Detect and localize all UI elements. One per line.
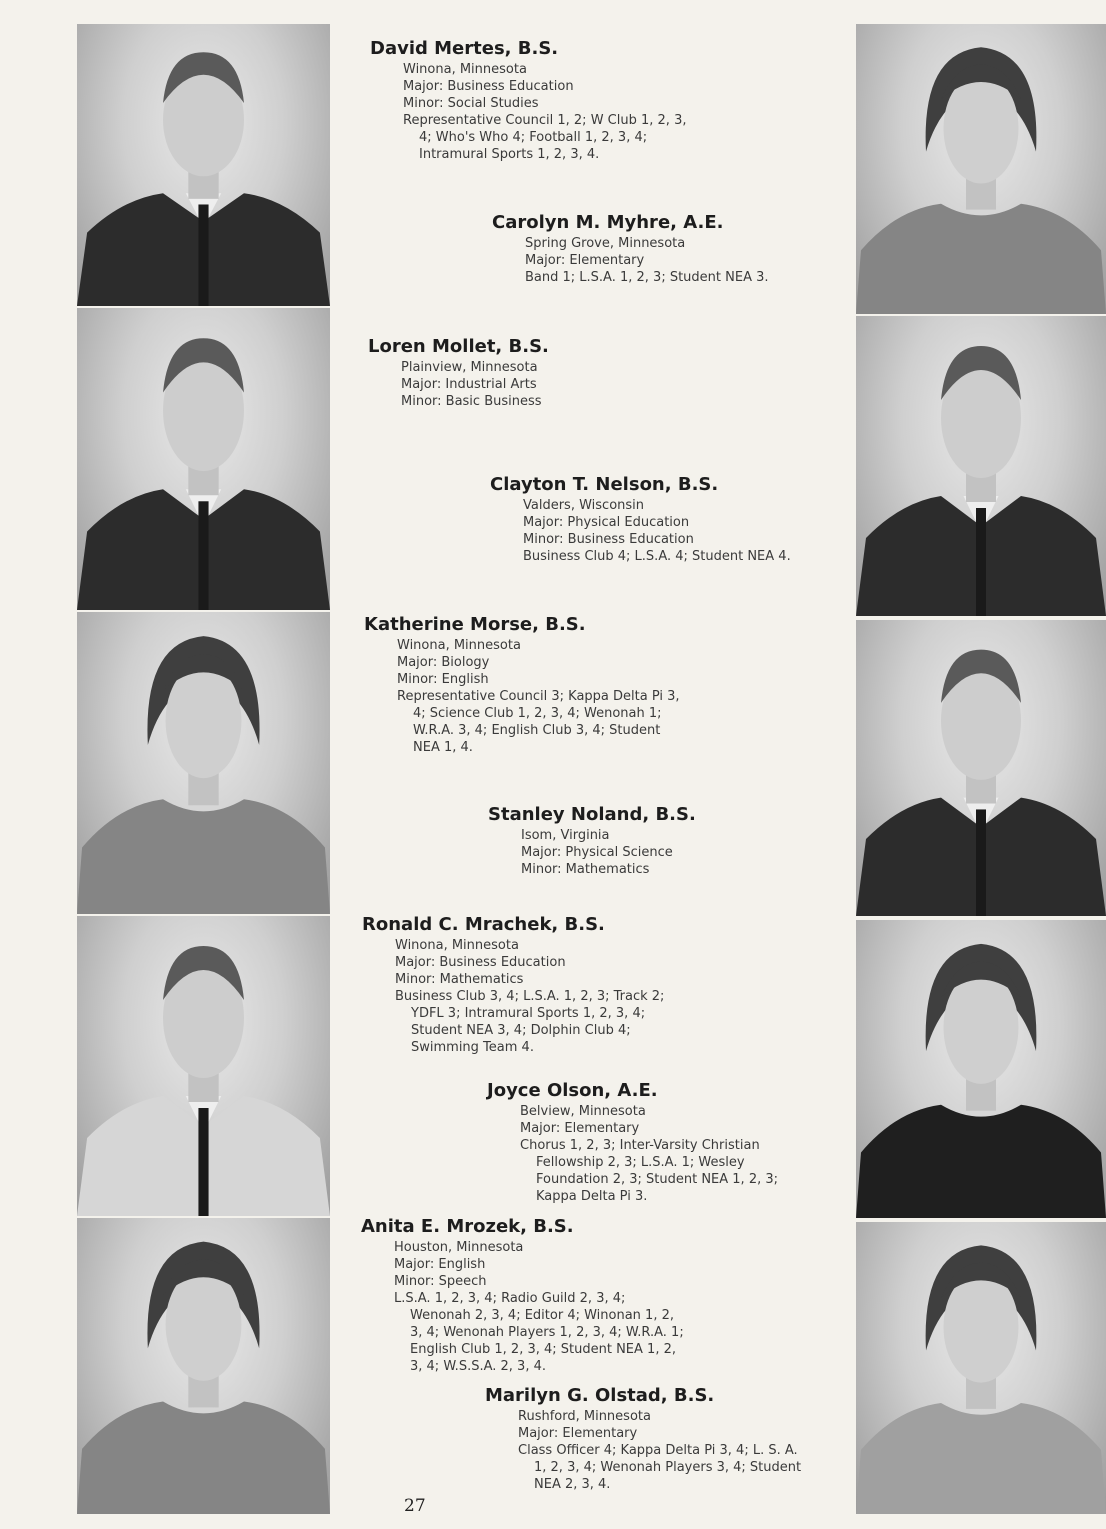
- minor: Minor: Business Education: [523, 532, 694, 547]
- student-entry: [361, 1216, 761, 1375]
- hometown: Spring Grove, Minnesota: [525, 236, 686, 251]
- major: Major: Biology: [397, 655, 490, 670]
- hometown: Valders, Wisconsin: [523, 498, 645, 513]
- portrait-photo: [77, 308, 330, 610]
- major: Major: English: [394, 1257, 486, 1272]
- student-entry: [364, 614, 764, 756]
- page-number: 27: [404, 1496, 426, 1516]
- major: Major: Physical Education: [523, 515, 690, 530]
- portrait-photo: [856, 920, 1106, 1218]
- hometown: Winona, Minnesota: [397, 638, 521, 653]
- hometown: Belview, Minnesota: [520, 1104, 646, 1119]
- minor: Minor: English: [397, 672, 489, 687]
- student-name: David Mertes, B.S.: [370, 38, 559, 59]
- activities: Representative Council 3; Kappa Delta Pi 3, 4; Science Club 1, 2, 3, 4; Wenonah 1; W.R.A. 3, 4; English Club 3, 4; Student NEA 1, 4.: [397, 689, 680, 755]
- minor: Minor: Mathematics: [395, 972, 524, 987]
- hometown: Rushford, Minnesota: [518, 1409, 651, 1424]
- portrait-photo: [77, 1218, 330, 1514]
- major: Major: Elementary: [520, 1121, 640, 1136]
- student-entry: [492, 212, 832, 286]
- hometown: Isom, Virginia: [521, 828, 610, 843]
- student-name: Loren Mollet, B.S.: [368, 336, 549, 357]
- student-name: Joyce Olson, A.E.: [487, 1080, 658, 1101]
- portrait-photo: [856, 620, 1106, 916]
- student-name: Stanley Noland, B.S.: [488, 804, 696, 825]
- activities: L.S.A. 1, 2, 3, 4; Radio Guild 2, 3, 4; Wenonah 2, 3, 4; Editor 4; Winonan 1, 2, 3, 4; Wenonah Players 1, 2, 3, 4; W.R.A. 1; English Club 1, 2, 3, 4; Student NEA 1, 2, 3, 4; W.S.S.A. 2, 3, 4.: [394, 1291, 684, 1374]
- activities: Business Club 3, 4; L.S.A. 1, 2, 3; Track 2; YDFL 3; Intramural Sports 1, 2, 3, 4; Student NEA 3, 4; Dolphin Club 4; Swimming Team 4.: [395, 989, 665, 1055]
- student-entry: [362, 914, 762, 1056]
- student-entry: [488, 804, 828, 878]
- major: Major: Industrial Arts: [401, 377, 537, 392]
- student-entry: [368, 336, 768, 410]
- student-name: Anita E. Mrozek, B.S.: [361, 1216, 574, 1237]
- portrait-photo: [77, 916, 330, 1216]
- student-entry: [490, 474, 840, 565]
- major: Major: Business Education: [395, 955, 566, 970]
- student-name: Marilyn G. Olstad, B.S.: [485, 1385, 715, 1406]
- major: Major: Elementary: [518, 1426, 638, 1441]
- minor: Minor: Mathematics: [521, 862, 650, 877]
- major: Major: Elementary: [525, 253, 645, 268]
- hometown: Winona, Minnesota: [395, 938, 519, 953]
- minor: Minor: Basic Business: [401, 394, 542, 409]
- student-entry: [487, 1080, 847, 1205]
- hometown: Plainview, Minnesota: [401, 360, 538, 375]
- portrait-photo: [77, 612, 330, 914]
- student-name: Clayton T. Nelson, B.S.: [490, 474, 719, 495]
- portrait-photo: [856, 1222, 1106, 1514]
- minor: Minor: Social Studies: [403, 96, 539, 111]
- activities: Chorus 1, 2, 3; Inter-Varsity Christian Fellowship 2, 3; L.S.A. 1; Wesley Foundation 2, 3; Student NEA 1, 2, 3; Kappa Delta Pi 3.: [520, 1138, 779, 1204]
- portrait-photo: [856, 24, 1106, 314]
- portrait-photo: [77, 24, 330, 306]
- student-name: Carolyn M. Myhre, A.E.: [492, 212, 724, 233]
- major: Major: Physical Science: [521, 845, 673, 860]
- hometown: Houston, Minnesota: [394, 1240, 524, 1255]
- student-name: Katherine Morse, B.S.: [364, 614, 586, 635]
- student-name: Ronald C. Mrachek, B.S.: [362, 914, 605, 935]
- student-entry: [485, 1385, 845, 1493]
- hometown: Winona, Minnesota: [403, 62, 527, 77]
- minor: Minor: Speech: [394, 1274, 487, 1289]
- student-entry: [370, 38, 770, 163]
- activities: Class Officer 4; Kappa Delta Pi 3, 4; L. S. A. 1, 2, 3, 4; Wenonah Players 3, 4; Student NEA 2, 3, 4.: [518, 1443, 802, 1492]
- activities: Business Club 4; L.S.A. 4; Student NEA 4.: [523, 549, 791, 564]
- activities: Representative Council 1, 2; W Club 1, 2, 3, 4; Who's Who 4; Football 1, 2, 3, 4; Intramural Sports 1, 2, 3, 4.: [403, 113, 687, 162]
- activities: Band 1; L.S.A. 1, 2, 3; Student NEA 3.: [525, 270, 769, 285]
- portrait-photo: [856, 316, 1106, 616]
- major: Major: Business Education: [403, 79, 574, 94]
